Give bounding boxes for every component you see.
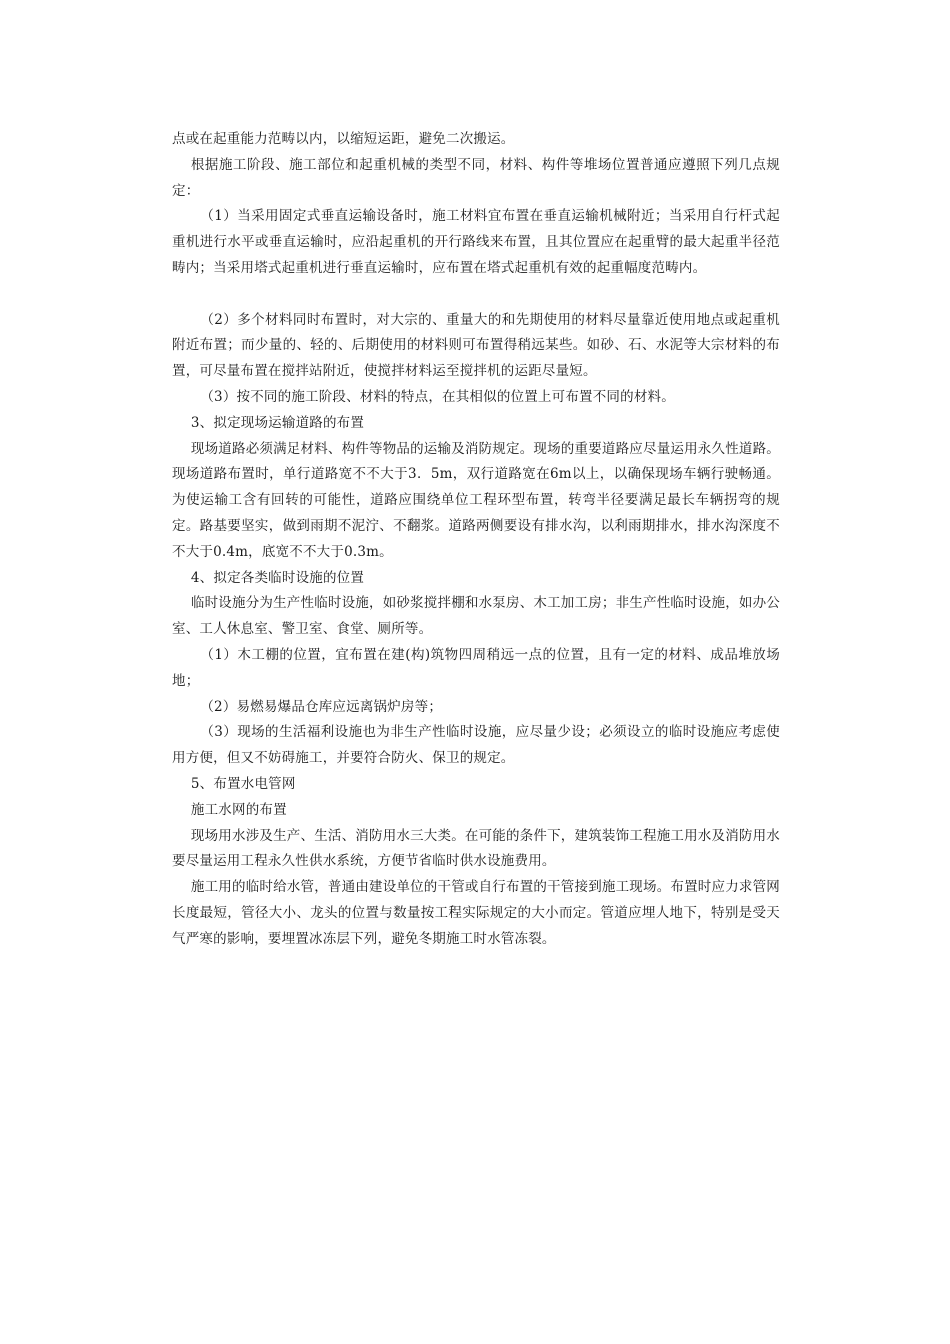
paragraph-facility-1: （1）木工棚的位置，宜布置在建(构)筑物四周稍远一点的位置，且有一定的材料、成品堆放场地；: [172, 646, 780, 689]
section-heading-3: 3、拟定现场运输道路的布置: [190, 414, 365, 431]
paragraph-intro: 根据施工阶段、施工部位和起重机械的类型不同，材料、构件等堆场位置普通应遵照下列几点规定：: [172, 156, 780, 199]
paragraph-rule-1: （1）当采用固定式垂直运输设备时，施工材料宜布置在垂直运输机械附近；当采用自行杆式起重机进行水平或垂直运输时，应沿起重机的开行路线来布置，且其位置应在起重臂的最大起重半径范畴内；当采用塔式起重机进行垂直运输时，应布置在塔式起重机有效的起重幅度范畴内。: [172, 208, 780, 276]
section-heading-5: 5、布置水电管网: [190, 775, 296, 792]
paragraph-continuation: 点或在起重能力范畴以内，以缩短运距，避免二次搬运。: [172, 131, 515, 147]
paragraph-roads: 现场道路必须满足材料、构件等物品的运输及消防规定。现场的重要道路应尽量运用永久性道路。现场道路布置时，单行道路宽不不大于3．5m，双行道路宽在6m以上，以确保现场车辆行驶畅通。为使运输工含有回转的可能性，道路应围绕单位工程环型布置，转弯半径要满足最长车辆拐弯的规定。路基要坚实，做到雨期不泥泞、不翻浆。道路两侧要设有排水沟，以利雨期排水，排水沟深度不不大于0.4m，底宽不不大于0.3m。: [172, 440, 780, 560]
paragraph-water-use: 现场用水涉及生产、生活、消防用水三大类。在可能的条件下，建筑装饰工程施工用水及消防用水要尽量运用工程永久性供水系统，方便节省临时供水设施费用。: [172, 827, 780, 870]
paragraph-water-pipes: 施工用的临时给水管，普通由建设单位的干管或自行布置的干管接到施工现场。布置时应力求管网长度最短，管径大小、龙头的位置与数量按工程实际规定的大小而定。管道应埋人地下，特别是受天气严寒的影响，要埋置冰冻层下列，避免冬期施工时水管冻裂。: [172, 879, 780, 947]
paragraph-facility-3: （3）现场的生活福利设施也为非生产性临时设施，应尽量少设；必须设立的临时设施应考虑使用方便，但又不妨碍施工，并要符合防火、保卫的规定。: [172, 724, 780, 767]
paragraph-facility-2: （2）易燃易爆品仓库应远离锅炉房等；: [200, 698, 443, 715]
document-body: [172, 127, 780, 953]
paragraph-rule-3: （3）按不同的施工阶段、材料的特点，在其相似的位置上可布置不同的材料。: [200, 388, 675, 405]
subsection-heading-water: 施工水网的布置: [190, 801, 287, 818]
section-heading-4: 4、拟定各类临时设施的位置: [190, 569, 365, 586]
paragraph-rule-2: （2）多个材料同时布置时，对大宗的、重量大的和先期使用的材料尽量靠近使用地点或起重机附近布置；而少量的、轻的、后期使用的材料则可布置得稍远某些。如砂、石、水泥等大宗材料的布置，可尽量布置在搅拌站附近，使搅拌材料运至搅拌机的运距尽量短。: [172, 311, 780, 380]
paragraph-temp-facilities: 临时设施分为生产性临时设施，如砂浆搅拌棚和水泵房、木工加工房；非生产性临时设施，如办公室、工人休息室、警卫室、食堂、厕所等。: [172, 595, 780, 638]
blank-line: [172, 282, 780, 308]
